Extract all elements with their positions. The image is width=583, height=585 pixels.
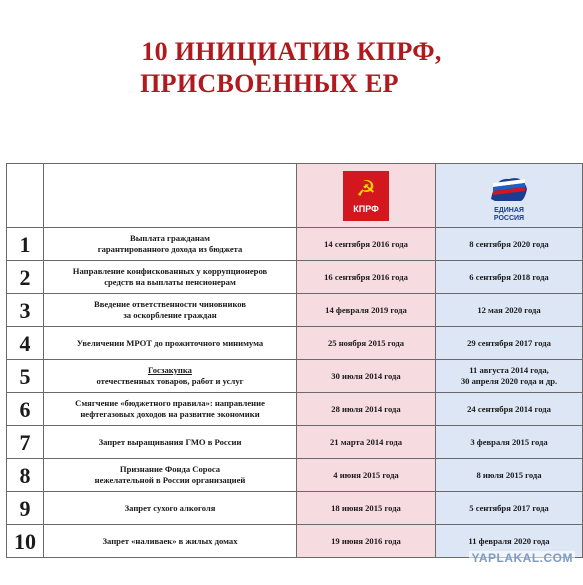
description-line-1: Смягчение «бюджетного правила»: направление bbox=[75, 398, 265, 408]
description-line-1: Запрет сухого алкоголя bbox=[124, 502, 216, 513]
kprf-date: 18 июня 2015 года bbox=[297, 492, 436, 525]
header-empty-num bbox=[7, 164, 44, 228]
row-description bbox=[44, 459, 297, 492]
er-logo-text bbox=[481, 207, 537, 223]
er-date-line-1: 24 сентября 2014 года bbox=[467, 403, 551, 414]
kprf-date: 21 марта 2014 года bbox=[297, 426, 436, 459]
er-date bbox=[436, 294, 583, 327]
description-line-1: Запрет выращивания ГМО в России bbox=[98, 436, 242, 447]
header-kprf bbox=[297, 164, 436, 228]
er-date bbox=[436, 393, 583, 426]
row-description bbox=[44, 393, 297, 426]
er-logo-text-2: РОССИЯ bbox=[493, 214, 525, 222]
er-date bbox=[436, 360, 583, 393]
er-date bbox=[436, 459, 583, 492]
row-description bbox=[44, 360, 297, 393]
row-number: 4 bbox=[7, 327, 44, 360]
row-description bbox=[44, 492, 297, 525]
page-title bbox=[0, 36, 583, 100]
table-row bbox=[7, 393, 583, 426]
row-number: 1 bbox=[7, 228, 44, 261]
kprf-date: 25 ноября 2015 года bbox=[297, 327, 436, 360]
row-number: 8 bbox=[7, 459, 44, 492]
table-row bbox=[7, 327, 583, 360]
row-description bbox=[44, 426, 297, 459]
title-line-1: 10 ИНИЦИАТИВ КПРФ, bbox=[141, 37, 442, 66]
er-date bbox=[436, 261, 583, 294]
hammer-sickle-icon: ☭ bbox=[356, 175, 376, 201]
title-line-2: ПРИСВОЕННЫХ ЕР bbox=[140, 69, 399, 98]
er-date-line-1: 11 августа 2014 года, bbox=[469, 365, 549, 375]
kprf-date: 19 июня 2016 года bbox=[297, 525, 436, 558]
row-number: 5 bbox=[7, 360, 44, 393]
row-number: 6 bbox=[7, 393, 44, 426]
description-line-2: отечественных товаров, работ и услуг bbox=[96, 376, 244, 386]
er-date bbox=[436, 426, 583, 459]
table-row bbox=[7, 459, 583, 492]
table-row bbox=[7, 426, 583, 459]
kprf-date: 14 февраля 2019 года bbox=[297, 294, 436, 327]
er-date-line-1: 6 сентября 2018 года bbox=[469, 271, 549, 282]
row-number: 10 bbox=[7, 525, 44, 558]
kprf-date: 16 сентября 2016 года bbox=[297, 261, 436, 294]
description-line-1: Выплата гражданам bbox=[129, 233, 211, 243]
row-description bbox=[44, 525, 297, 558]
er-logo bbox=[481, 169, 537, 223]
er-date-line-1: 29 сентября 2017 года bbox=[467, 337, 551, 348]
description-line-1: Признание Фонда Сороса bbox=[119, 464, 221, 474]
row-description bbox=[44, 228, 297, 261]
row-number: 9 bbox=[7, 492, 44, 525]
row-description bbox=[44, 261, 297, 294]
table-row bbox=[7, 360, 583, 393]
er-date-line-1: 5 сентября 2017 года bbox=[469, 502, 549, 513]
initiatives-table bbox=[6, 163, 583, 558]
row-description bbox=[44, 327, 297, 360]
header-er bbox=[436, 164, 583, 228]
er-date bbox=[436, 228, 583, 261]
er-date-line-1: 8 сентября 2020 года bbox=[469, 238, 549, 249]
er-date-line-1: 11 февраля 2020 года bbox=[468, 535, 550, 546]
kprf-logo bbox=[343, 171, 389, 221]
description-line-1: Введение ответственности чиновников bbox=[93, 299, 247, 309]
description-line-2: гарантированного дохода из бюджета bbox=[97, 244, 243, 254]
table-row bbox=[7, 261, 583, 294]
header-empty-desc bbox=[44, 164, 297, 228]
table-row bbox=[7, 228, 583, 261]
er-date bbox=[436, 492, 583, 525]
er-date-line-2: 30 апреля 2020 года и др. bbox=[460, 376, 558, 386]
row-number: 2 bbox=[7, 261, 44, 294]
description-line-1: Направление конфискованных у коррупционеров bbox=[72, 266, 268, 276]
description-line-2: нефтегазовых доходов на развитие экономики bbox=[80, 409, 260, 419]
table-header-row bbox=[7, 164, 583, 228]
row-number: 7 bbox=[7, 426, 44, 459]
kprf-date: 14 сентября 2016 года bbox=[297, 228, 436, 261]
kprf-date: 28 июля 2014 года bbox=[297, 393, 436, 426]
description-line-1: Запрет «наливаек» в жилых домах bbox=[102, 535, 238, 546]
description-line-2: средств на выплаты пенсионерам bbox=[104, 277, 236, 287]
er-date-line-1: 3 февраля 2015 года bbox=[470, 436, 548, 447]
description-line-1: Госзакупка bbox=[148, 365, 192, 375]
er-logo-text-1: ЕДИНАЯ bbox=[494, 206, 524, 214]
kprf-date: 30 июля 2014 года bbox=[297, 360, 436, 393]
kprf-logo-text: КПРФ bbox=[353, 203, 379, 214]
table-row bbox=[7, 294, 583, 327]
er-date bbox=[436, 327, 583, 360]
kprf-date: 4 июня 2015 года bbox=[297, 459, 436, 492]
table-row bbox=[7, 492, 583, 525]
watermark: YAPLAKAL.COM bbox=[471, 551, 573, 565]
bear-flag-icon bbox=[481, 169, 537, 205]
description-line-1: Увеличении МРОТ до прожиточного минимума bbox=[76, 337, 264, 348]
description-line-2: за оскорбление граждан bbox=[123, 310, 217, 320]
row-number: 3 bbox=[7, 294, 44, 327]
description-line-2: нежелательной в России организацией bbox=[94, 475, 246, 485]
er-date-line-1: 12 мая 2020 года bbox=[477, 304, 541, 315]
er-date-line-1: 8 июля 2015 года bbox=[476, 469, 542, 480]
row-description bbox=[44, 294, 297, 327]
